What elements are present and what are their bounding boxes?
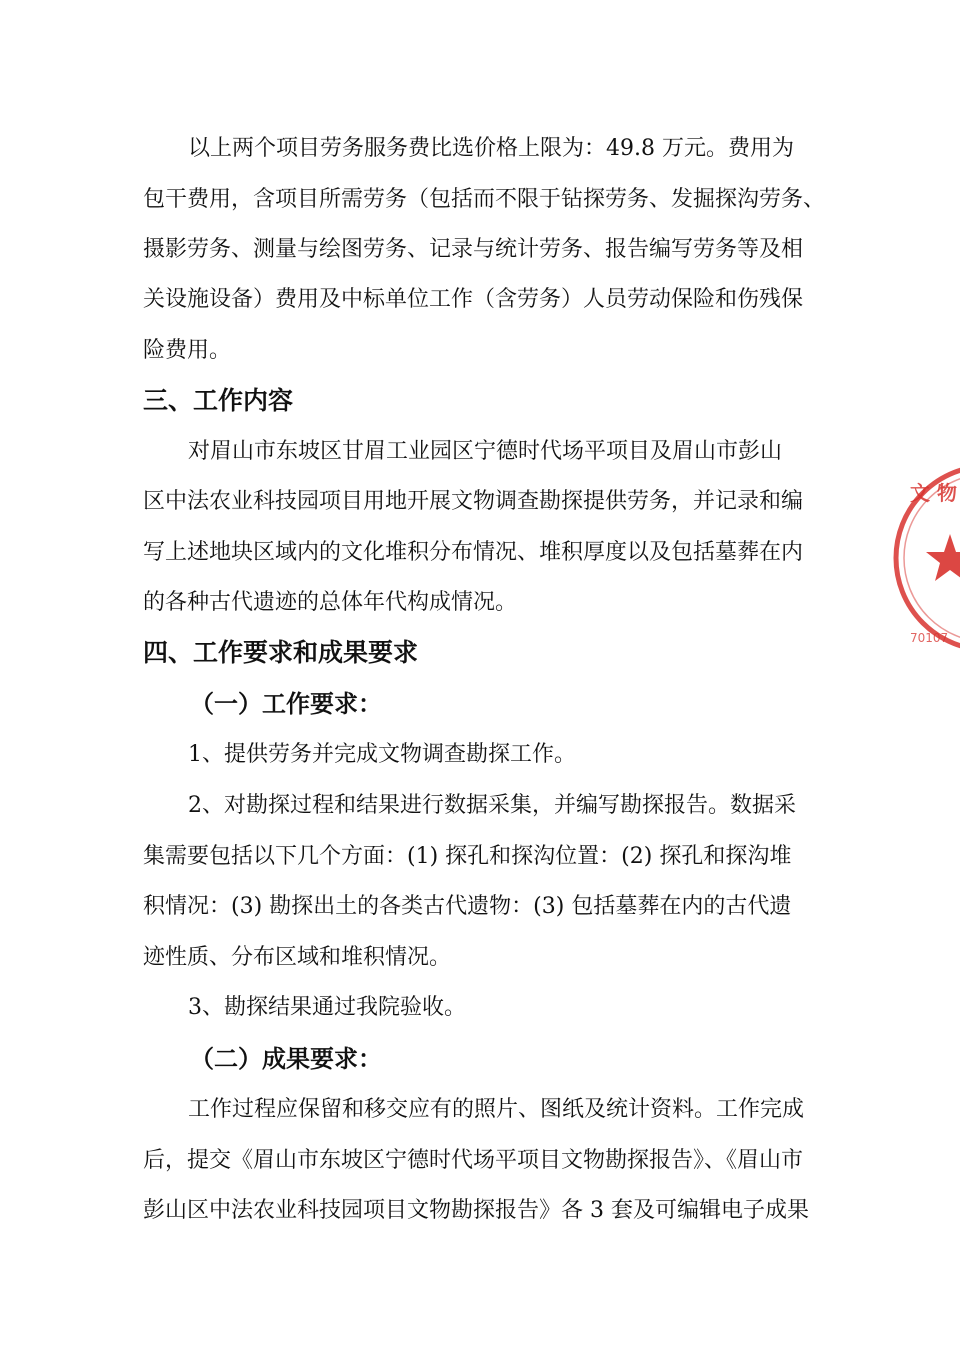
- paragraph-line: 迹性质、分布区域和堆积情况。: [143, 945, 452, 970]
- paragraph-line: 工作过程应保留和移交应有的照片、图纸及统计资料。工作完成: [188, 1097, 805, 1122]
- paragraph-line: 对眉山市东坡区甘眉工业园区宁德时代场平项目及眉山市彭山: [188, 439, 783, 464]
- paragraph-line: 区中法农业科技园项目用地开展文物调查勘探提供劳务，并记录和编: [143, 489, 804, 514]
- paragraph-line: 彭山区中法农业科技园项目文物勘探报告》各 3 套及可编辑电子成果: [143, 1198, 809, 1223]
- seal-text-bottom: 70107: [910, 631, 949, 645]
- section-heading: 三、工作内容: [143, 386, 294, 415]
- seal-stamp-icon: [888, 458, 960, 658]
- list-item: 2、对勘探过程和结果进行数据采集，并编写勘探报告。数据采: [188, 793, 796, 818]
- list-item: 3、勘探结果通过我院验收。: [188, 995, 466, 1020]
- subsection-heading: （一）工作要求：: [190, 690, 382, 718]
- seal-text-top: 文 物: [910, 481, 957, 505]
- paragraph-line: 以上两个项目劳务服务费比选价格上限为：49.8 万元。费用为: [188, 136, 794, 161]
- paragraph-line: 包干费用，含项目所需劳务（包括而不限于钻探劳务、发掘探沟劳务、: [143, 187, 826, 212]
- paragraph-line: 写上述地块区域内的文化堆积分布情况、堆积厚度以及包括墓葬在内: [143, 540, 804, 565]
- paragraph-line: 险费用。: [143, 338, 232, 363]
- subsection-heading: （二）成果要求：: [190, 1045, 382, 1073]
- paragraph-line: 摄影劳务、测量与绘图劳务、记录与统计劳务、报告编写劳务等及相: [143, 237, 804, 262]
- paragraph-line: 的各种古代遗迹的总体年代构成情况。: [143, 590, 518, 615]
- list-item: 1、提供劳务并完成文物调查勘探工作。: [188, 742, 576, 767]
- paragraph-line: 集需要包括以下几个方面：(1) 探孔和探沟位置：(2) 探孔和探沟堆: [143, 844, 792, 869]
- section-heading: 四、工作要求和成果要求: [143, 638, 419, 667]
- paragraph-line: 后，提交《眉山市东坡区宁德时代场平项目文物勘探报告》、《眉山市: [143, 1148, 804, 1173]
- paragraph-line: 关设施设备）费用及中标单位工作（含劳务）人员劳动保险和伤残保: [143, 287, 804, 312]
- paragraph-line: 积情况：(3) 勘探出土的各类古代遗物：(3) 包括墓葬在内的古代遗: [143, 894, 792, 919]
